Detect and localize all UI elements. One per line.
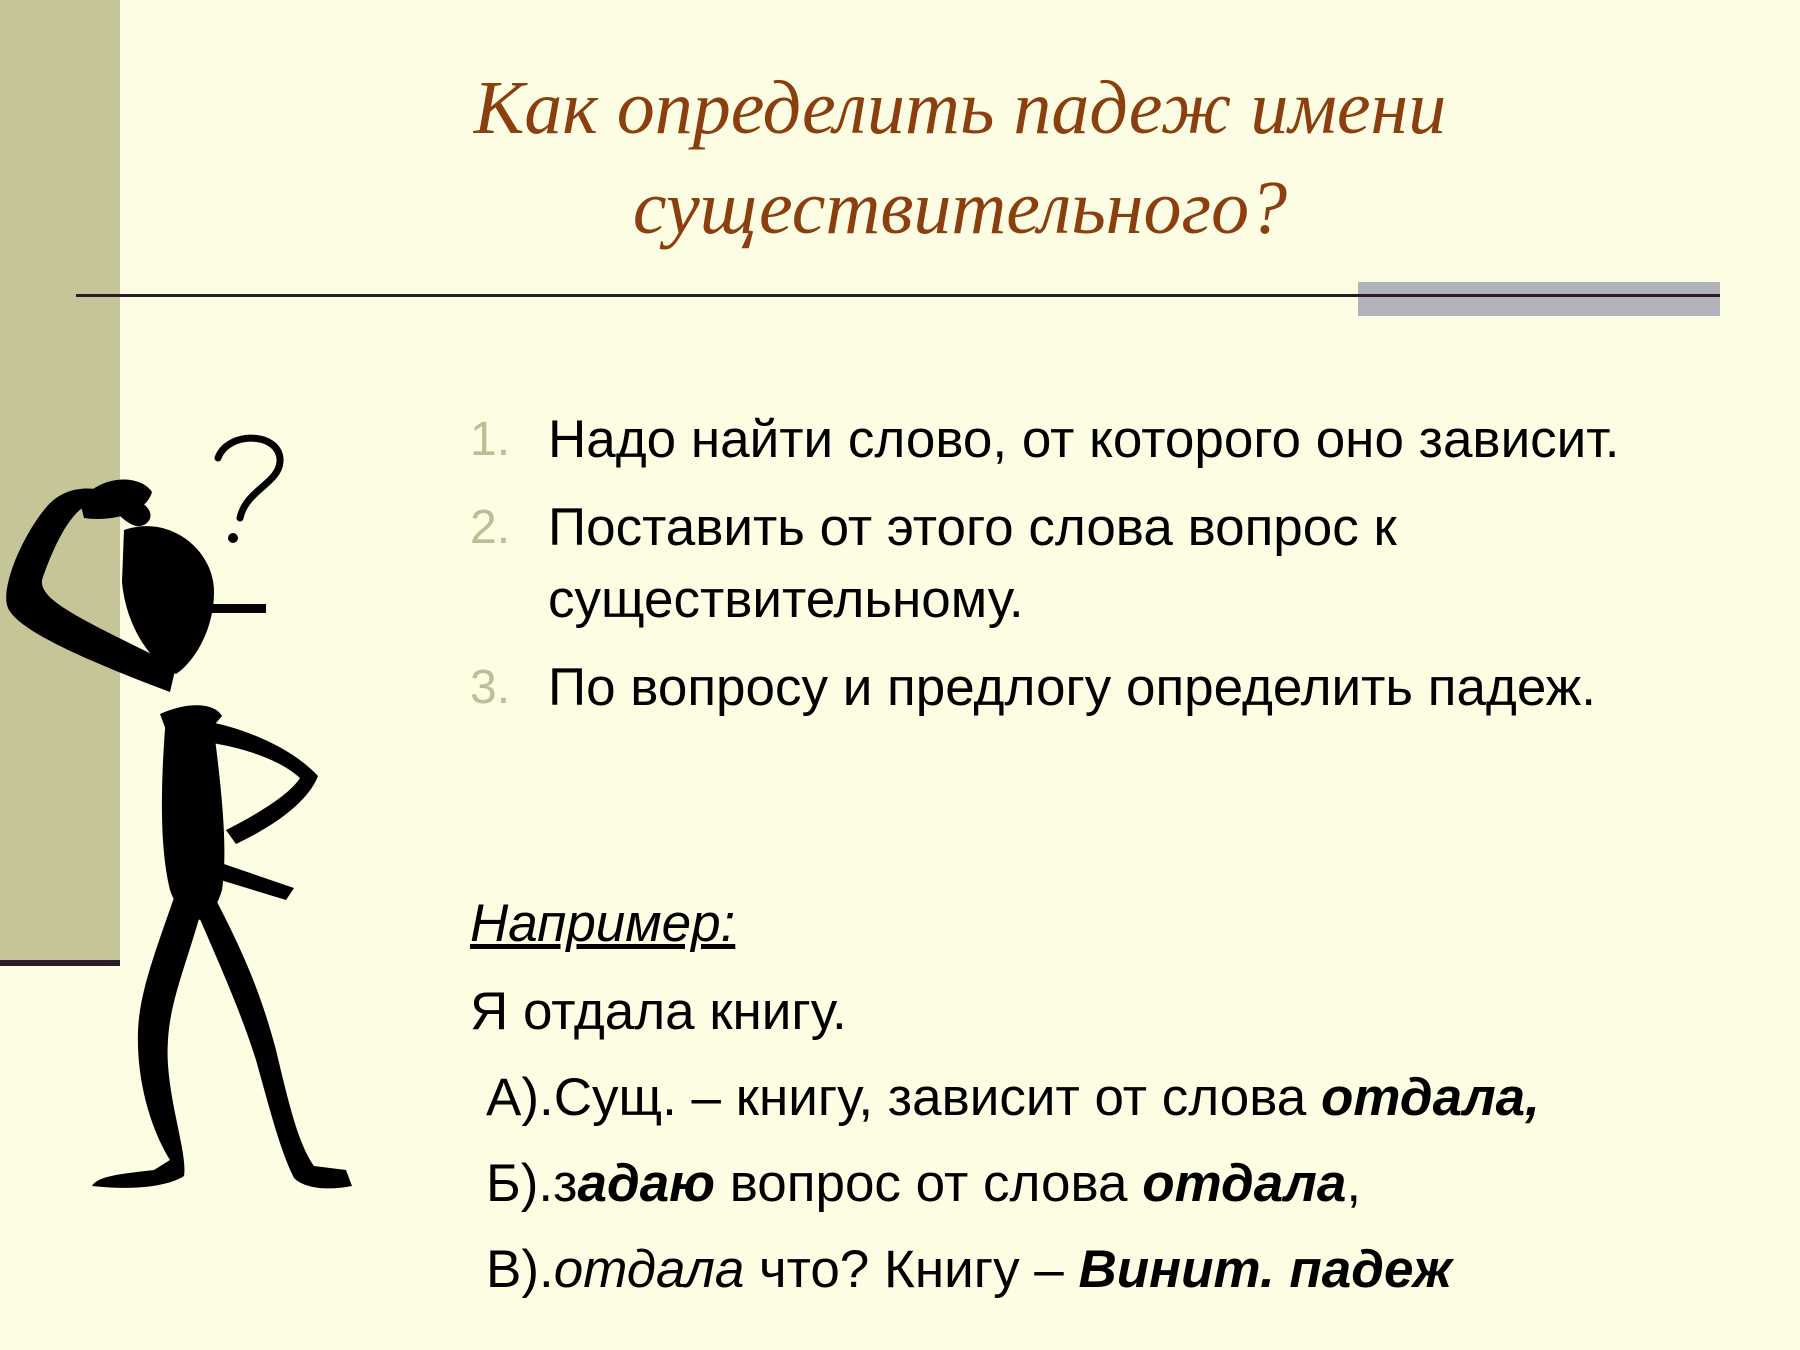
step-text: Надо найти слово, от которого оно зависит. [548, 410, 1620, 469]
title-line-2: существительного? [632, 166, 1288, 250]
line-c-bold: Винит. падеж [1078, 1240, 1452, 1299]
example-line-c [486, 1234, 1746, 1306]
step-text: По вопросу и предлогу определить падеж. [548, 658, 1596, 717]
line-a-bold: отдала, [1321, 1068, 1540, 1127]
line-c-prefix: В). [486, 1240, 554, 1299]
steps-list [470, 404, 1730, 740]
line-b-bold-2: отдала [1142, 1154, 1347, 1213]
title-line-1: Как определить падеж имени [473, 66, 1447, 150]
line-c-italic: отдала [553, 1240, 745, 1299]
line-c-middle: что? Книгу – [744, 1240, 1079, 1299]
example-label: Например: [470, 894, 736, 953]
step-number: 2. [470, 501, 511, 554]
step-item [470, 404, 1730, 476]
line-b-bold-1: адаю [577, 1154, 716, 1213]
line-b-suffix: , [1346, 1154, 1362, 1213]
line-b-prefix: Б).з [486, 1154, 578, 1213]
title-rule-accent [1358, 282, 1720, 316]
example-line-b [486, 1148, 1746, 1220]
slide-title [200, 58, 1720, 258]
step-item [470, 492, 1730, 636]
step-text: Поставить от этого слова вопрос к существительному. [548, 498, 1397, 629]
thinking-man-figure [0, 430, 380, 1230]
line-b-middle: вопрос от слова [715, 1154, 1143, 1213]
example-sentence: Я отдала книгу. [470, 982, 847, 1041]
step-number: 3. [470, 661, 511, 714]
line-a-text: А).Сущ. – книгу, зависит от слова [486, 1068, 1322, 1127]
step-item [470, 652, 1730, 724]
step-number: 1. [470, 413, 511, 466]
example-line-a [486, 1062, 1746, 1134]
